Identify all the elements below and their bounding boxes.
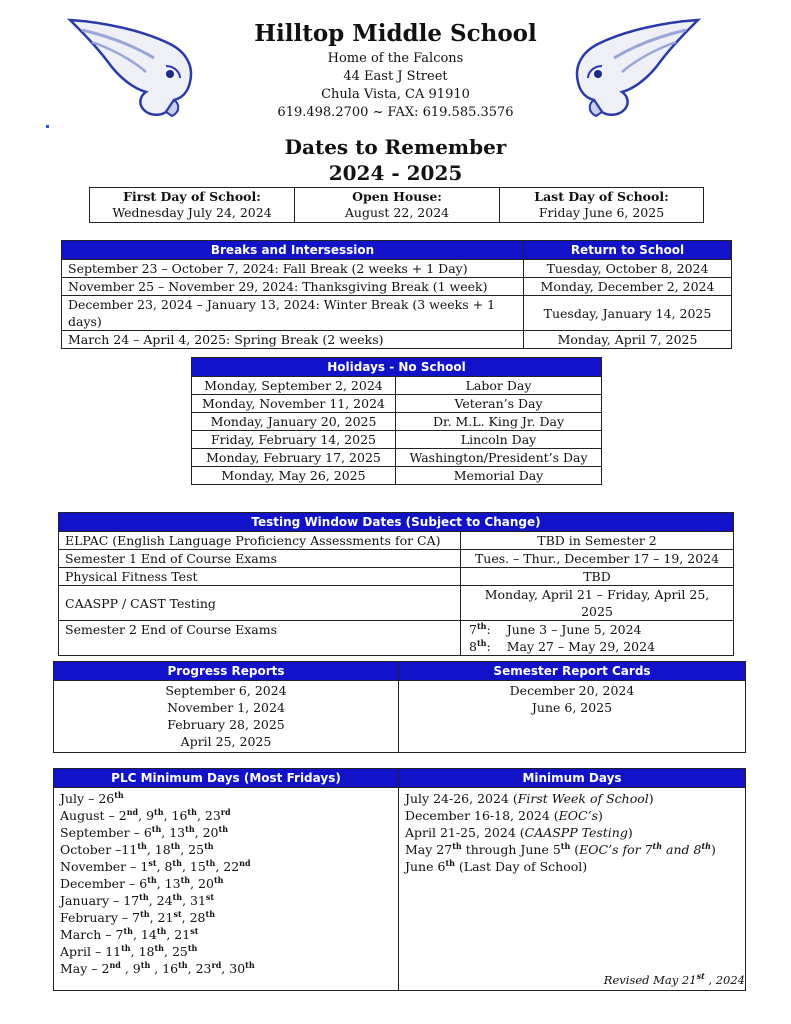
key-date-label: First Day of School: bbox=[123, 189, 261, 204]
plc-month-prefix: July – 26 bbox=[60, 791, 115, 806]
item-note: and 8 bbox=[662, 842, 702, 857]
school-city: Chula Vista, CA 91910 bbox=[321, 87, 470, 102]
table-row bbox=[59, 550, 734, 568]
plc-day-number: , 22 bbox=[215, 859, 240, 874]
revised-date bbox=[560, 973, 745, 987]
progress-reports-list bbox=[54, 681, 399, 753]
test-name: Semester 1 End of Course Exams bbox=[59, 550, 461, 568]
testing-header: Testing Window Dates (Subject to Change) bbox=[59, 513, 734, 532]
ordinal-suffix: th bbox=[123, 925, 133, 936]
holiday-date: Monday, January 20, 2025 bbox=[192, 413, 396, 431]
test-dates-by-grade bbox=[461, 621, 734, 656]
progress-reports-header: Progress Reports bbox=[54, 662, 399, 681]
plc-month-line bbox=[60, 841, 392, 858]
list-item: November 1, 2024 bbox=[167, 700, 285, 715]
table-row bbox=[192, 413, 602, 431]
list-item: September 6, 2024 bbox=[165, 683, 287, 698]
ordinal-suffix: st bbox=[696, 971, 705, 982]
ordinal-suffix: rd bbox=[220, 806, 231, 817]
holiday-date: Monday, September 2, 2024 bbox=[192, 377, 396, 395]
test-dates: TBD bbox=[461, 568, 734, 586]
plc-day-number: , 18 bbox=[146, 842, 171, 857]
falcon-logo-left bbox=[62, 12, 200, 120]
falcon-logo-right bbox=[568, 12, 706, 120]
plc-month-prefix: October – bbox=[60, 842, 122, 857]
table-row bbox=[192, 449, 602, 467]
ordinal-suffix: th bbox=[245, 959, 255, 970]
plc-month-line bbox=[60, 824, 392, 841]
title-line-2: 2024 - 2025 bbox=[328, 161, 463, 185]
plc-month-prefix: April – bbox=[60, 944, 106, 959]
test-dates: Monday, April 21 – Friday, April 25, 2025 bbox=[461, 586, 734, 621]
key-date-value: Wednesday July 24, 2024 bbox=[112, 205, 272, 220]
test-name: CAASPP / CAST Testing bbox=[59, 586, 461, 621]
testing-table bbox=[58, 512, 734, 656]
test-dates: Tues. – Thur., December 17 – 19, 2024 bbox=[461, 550, 734, 568]
plc-month-line bbox=[60, 858, 392, 875]
return-date: Monday, April 7, 2025 bbox=[524, 331, 732, 349]
ordinal-suffix: th bbox=[205, 908, 216, 919]
plc-day-number: , 21 bbox=[149, 910, 174, 925]
test-name: Semester 2 End of Course Exams bbox=[59, 621, 461, 656]
list-item bbox=[405, 858, 739, 875]
break-period: September 23 – October 7, 2024: Fall Break (2 weeks + 1 Day) bbox=[62, 260, 524, 278]
ordinal-suffix: th bbox=[140, 959, 151, 970]
table-row bbox=[62, 278, 732, 296]
plc-month-prefix: November – bbox=[60, 859, 141, 874]
holiday-name: Washington/President’s Day bbox=[396, 449, 602, 467]
reports-table bbox=[53, 661, 746, 753]
plc-month-line bbox=[60, 892, 392, 909]
return-date: Monday, December 2, 2024 bbox=[524, 278, 732, 296]
holiday-name: Memorial Day bbox=[396, 467, 602, 485]
plc-day-number: 6 bbox=[143, 825, 152, 840]
table-row bbox=[62, 260, 732, 278]
list-item: December 20, 2024 bbox=[509, 683, 635, 698]
grade-number: 8 bbox=[469, 639, 477, 654]
list-item: April 25, 2025 bbox=[180, 734, 272, 749]
item-note: EOC’s bbox=[558, 808, 598, 823]
ordinal-suffix: th bbox=[139, 891, 149, 902]
item-tail: ) bbox=[710, 842, 716, 857]
plc-day-number: , 13 bbox=[156, 876, 181, 891]
ordinal-suffix: rd bbox=[211, 959, 222, 970]
ordinal-suffix: th bbox=[137, 840, 147, 851]
holiday-date: Friday, February 14, 2025 bbox=[192, 431, 396, 449]
ordinal-suffix: th bbox=[151, 823, 162, 834]
plc-day-number: , 23 bbox=[187, 961, 212, 976]
plc-day-number: 2 bbox=[118, 808, 127, 823]
table-row bbox=[192, 377, 602, 395]
item-note: CAASPP Testing bbox=[524, 825, 628, 840]
revised-text: Revised May 21 bbox=[603, 973, 697, 987]
plc-day-number: , 9 bbox=[138, 808, 155, 823]
plc-day-number: 11 bbox=[121, 842, 138, 857]
key-date-open-house bbox=[295, 188, 500, 223]
plc-month-prefix: December – bbox=[60, 876, 140, 891]
item-text: April 21-25, 2024 ( bbox=[405, 825, 525, 840]
ordinal-suffix: th bbox=[476, 620, 487, 631]
ordinal-suffix: th bbox=[452, 840, 462, 851]
ordinal-suffix: th bbox=[154, 806, 164, 817]
plc-month-prefix: August – bbox=[60, 808, 119, 823]
plc-day-number: , 31 bbox=[182, 893, 206, 908]
holiday-name: Labor Day bbox=[396, 377, 602, 395]
ordinal-suffix: th bbox=[156, 925, 167, 936]
ordinal-suffix: th bbox=[154, 942, 164, 953]
breaks-table bbox=[61, 240, 732, 349]
plc-day-number: , 30 bbox=[221, 961, 246, 976]
item-text: July 24-26, 2024 ( bbox=[405, 791, 518, 806]
list-item: June 6, 2025 bbox=[531, 700, 613, 715]
plc-day-number: , 15 bbox=[181, 859, 206, 874]
list-item bbox=[405, 824, 739, 841]
item-text: through June 5 bbox=[461, 842, 561, 857]
ordinal-suffix: th bbox=[147, 874, 157, 885]
grade-7-dates bbox=[469, 621, 727, 638]
ordinal-suffix: th bbox=[172, 857, 182, 868]
return-date: Tuesday, October 8, 2024 bbox=[524, 260, 732, 278]
test-dates: TBD in Semester 2 bbox=[461, 532, 734, 550]
plc-month-prefix: May – bbox=[60, 961, 102, 976]
plc-month-line bbox=[60, 909, 392, 926]
table-row bbox=[59, 586, 734, 621]
table-row bbox=[192, 467, 602, 485]
ordinal-suffix: th bbox=[445, 857, 455, 868]
plc-day-number: 7 bbox=[115, 927, 124, 942]
plc-day-number: 7 bbox=[132, 910, 141, 925]
table-row bbox=[59, 568, 734, 586]
plc-month-prefix: September – bbox=[60, 825, 144, 840]
revised-tail: , 2024 bbox=[704, 973, 745, 987]
school-name: Hilltop Middle School bbox=[254, 20, 537, 47]
plc-header: PLC Minimum Days (Most Fridays) bbox=[54, 769, 399, 788]
return-date: Tuesday, January 14, 2025 bbox=[524, 296, 732, 331]
ordinal-suffix: st bbox=[173, 908, 182, 919]
title-line-1: Dates to Remember bbox=[284, 135, 507, 159]
table-row bbox=[62, 331, 732, 349]
holiday-name: Lincoln Day bbox=[396, 431, 602, 449]
minimum-days-table bbox=[53, 768, 746, 991]
school-tagline: Home of the Falcons bbox=[327, 51, 464, 66]
plc-month-prefix: February – bbox=[60, 910, 133, 925]
plc-day-number: 1 bbox=[140, 859, 149, 874]
table-row bbox=[59, 621, 734, 656]
plc-day-number: , 18 bbox=[130, 944, 155, 959]
ordinal-suffix: st bbox=[190, 925, 199, 936]
breaks-header: Breaks and Intersession bbox=[62, 241, 524, 260]
report-cards-list bbox=[399, 681, 746, 753]
holidays-header: Holidays - No School bbox=[192, 358, 602, 377]
report-cards-header: Semester Report Cards bbox=[399, 662, 746, 681]
ordinal-suffix: nd bbox=[109, 959, 121, 970]
item-text: ( bbox=[570, 842, 580, 857]
ordinal-suffix: th bbox=[476, 637, 487, 648]
table-row bbox=[59, 532, 734, 550]
table-row bbox=[192, 431, 602, 449]
ordinal-suffix: th bbox=[213, 874, 224, 885]
plc-month-line bbox=[60, 875, 392, 892]
holiday-date: Monday, February 17, 2025 bbox=[192, 449, 396, 467]
ordinal-suffix: th bbox=[187, 806, 197, 817]
holiday-name: Dr. M.L. King Jr. Day bbox=[396, 413, 602, 431]
break-period: March 24 – April 4, 2025: Spring Break (2 weeks) bbox=[62, 331, 524, 349]
plc-day-number: , 20 bbox=[194, 825, 219, 840]
ordinal-suffix: th bbox=[170, 840, 181, 851]
stray-dot bbox=[46, 125, 49, 128]
plc-day-number: , 13 bbox=[161, 825, 186, 840]
ordinal-suffix: th bbox=[205, 857, 216, 868]
key-date-last-day bbox=[500, 188, 704, 223]
page-title bbox=[200, 134, 591, 186]
list-item bbox=[405, 841, 739, 858]
plc-day-number: , 25 bbox=[180, 842, 205, 857]
table-row bbox=[62, 296, 732, 331]
plc-day-number: , 28 bbox=[181, 910, 206, 925]
item-text: June 6 bbox=[405, 859, 446, 874]
school-phone-fax: 619.498.2700 ~ FAX: 619.585.3576 bbox=[277, 105, 514, 120]
plc-month-line bbox=[60, 943, 392, 960]
plc-day-number: , 16 bbox=[163, 808, 188, 823]
minimum-days-header: Minimum Days bbox=[399, 769, 746, 788]
school-header bbox=[210, 18, 581, 122]
ordinal-suffix: th bbox=[114, 789, 124, 800]
key-date-label: Open House: bbox=[352, 189, 442, 204]
plc-day-number: , 8 bbox=[156, 859, 173, 874]
plc-day-number: , 16 bbox=[150, 961, 179, 976]
break-period: December 23, 2024 – January 13, 2024: Winter Break (3 weeks + 1 days) bbox=[62, 296, 524, 331]
key-date-first-day bbox=[90, 188, 295, 223]
plc-day-number: 6 bbox=[139, 876, 148, 891]
item-text: December 16-18, 2024 ( bbox=[405, 808, 559, 823]
plc-month-prefix: March – bbox=[60, 927, 116, 942]
return-header: Return to School bbox=[524, 241, 732, 260]
holiday-date: Monday, November 11, 2024 bbox=[192, 395, 396, 413]
plc-days-list bbox=[54, 788, 399, 991]
plc-day-number: , 25 bbox=[164, 944, 188, 959]
grade-8-dates bbox=[469, 638, 727, 655]
list-item bbox=[405, 790, 739, 807]
ordinal-suffix: th bbox=[701, 840, 711, 851]
test-name: Physical Fitness Test bbox=[59, 568, 461, 586]
item-tail: ) bbox=[598, 808, 603, 823]
item-tail: ) bbox=[648, 791, 654, 806]
grade-colon: : bbox=[486, 639, 491, 654]
plc-day-number: 17 bbox=[123, 893, 140, 908]
plc-day-number: , 23 bbox=[196, 808, 221, 823]
school-street: 44 East J Street bbox=[343, 69, 448, 84]
ordinal-suffix: th bbox=[121, 942, 131, 953]
ordinal-suffix: th bbox=[560, 840, 571, 851]
ordinal-suffix: th bbox=[172, 891, 183, 902]
ordinal-suffix: th bbox=[204, 840, 214, 851]
list-item bbox=[405, 807, 739, 824]
break-period: November 25 – November 29, 2024: Thanksgiving Break (1 week) bbox=[62, 278, 524, 296]
plc-day-number: , 21 bbox=[166, 927, 191, 942]
minimum-days-list bbox=[399, 788, 746, 991]
plc-month-line bbox=[60, 960, 392, 977]
list-item: February 28, 2025 bbox=[167, 717, 285, 732]
plc-day-number: , 9 bbox=[120, 961, 141, 976]
ordinal-suffix: th bbox=[140, 908, 150, 919]
ordinal-suffix: st bbox=[205, 891, 215, 902]
item-tail: ) bbox=[627, 825, 633, 840]
grade-number: 7 bbox=[469, 622, 477, 637]
ordinal-suffix: th bbox=[218, 823, 229, 834]
ordinal-suffix: th bbox=[180, 874, 191, 885]
ordinal-suffix: nd bbox=[126, 806, 139, 817]
ordinal-suffix: st bbox=[148, 857, 157, 868]
ordinal-suffix: th bbox=[187, 942, 198, 953]
key-date-value: Friday June 6, 2025 bbox=[538, 205, 665, 220]
plc-day-number: , 20 bbox=[190, 876, 214, 891]
item-text: (Last Day of School) bbox=[454, 859, 588, 874]
holiday-name: Veteran’s Day bbox=[396, 395, 602, 413]
grade-colon: : bbox=[486, 622, 491, 637]
key-date-label: Last Day of School: bbox=[534, 189, 669, 204]
plc-month-line bbox=[60, 807, 392, 824]
item-text: May 27 bbox=[405, 842, 453, 857]
plc-month-line bbox=[60, 926, 392, 943]
table-row bbox=[192, 395, 602, 413]
key-date-value: August 22, 2024 bbox=[344, 205, 450, 220]
ordinal-suffix: th bbox=[652, 840, 663, 851]
holidays-table bbox=[191, 357, 602, 485]
plc-day-number: 11 bbox=[105, 944, 122, 959]
item-note: EOC’s for 7 bbox=[579, 842, 653, 857]
test-name: ELPAC (English Language Proficiency Assessments for CA) bbox=[59, 532, 461, 550]
ordinal-suffix: th bbox=[185, 823, 195, 834]
item-note: First Week of School bbox=[517, 791, 649, 806]
ordinal-suffix: th bbox=[178, 959, 188, 970]
key-dates-table bbox=[89, 187, 704, 223]
holiday-date: Monday, May 26, 2025 bbox=[192, 467, 396, 485]
plc-day-number: 2 bbox=[101, 961, 110, 976]
ordinal-suffix: nd bbox=[239, 857, 251, 868]
grade-dates: June 3 – June 5, 2024 bbox=[506, 622, 642, 637]
plc-day-number: , 24 bbox=[148, 893, 173, 908]
plc-month-prefix: January – bbox=[60, 893, 124, 908]
grade-dates: May 27 – May 29, 2024 bbox=[506, 639, 656, 654]
plc-day-number: , 14 bbox=[132, 927, 157, 942]
plc-month-line bbox=[60, 790, 392, 807]
